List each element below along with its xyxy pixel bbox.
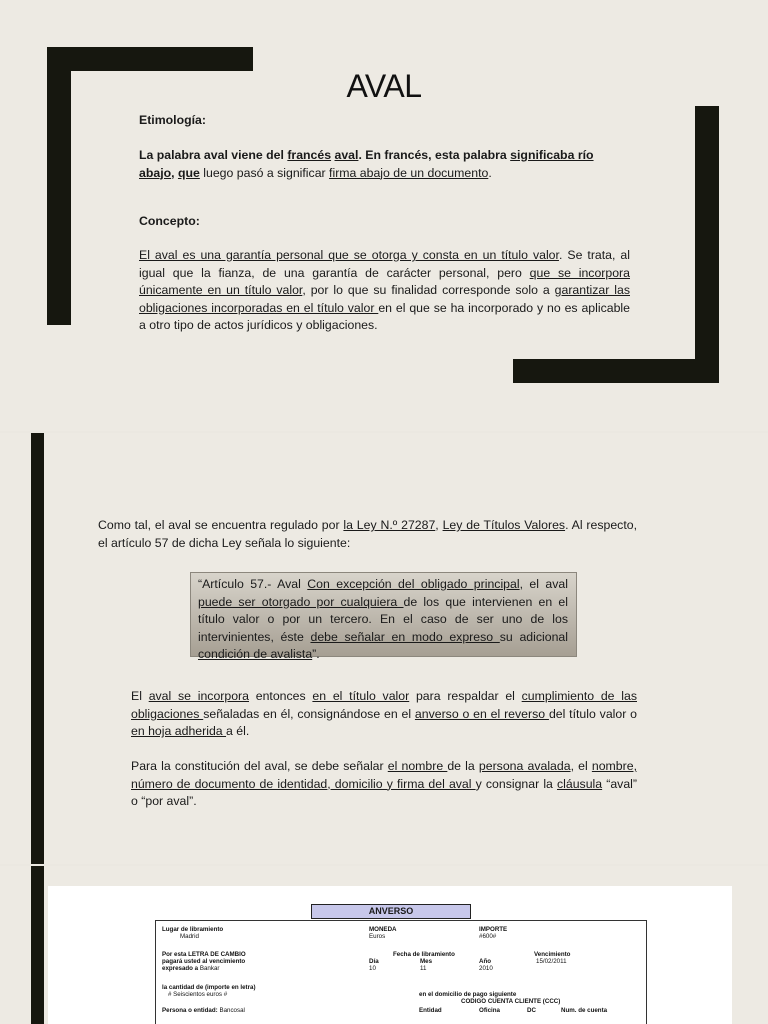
underlined-term: firma abajo de un documento	[329, 165, 489, 180]
underlined-term: anverso o en el reverso	[414, 706, 549, 721]
text-run: Como tal, el aval se encuentra regulado por	[98, 518, 344, 532]
underlined-term: garantizar las obligaciones incorporadas en el título valor	[139, 283, 630, 315]
text-run: entonces	[249, 689, 313, 703]
entidad-label: Entidad	[419, 1007, 442, 1014]
lugar-label: Lugar de libramiento	[162, 926, 224, 933]
etymology-heading: Etimología:	[139, 113, 206, 127]
underlined-term: Ley de Títulos Valores	[442, 518, 566, 532]
article-57-quote	[190, 572, 577, 661]
etymology-text	[139, 147, 630, 182]
constitution-paragraph	[131, 758, 637, 811]
text-run: de la	[447, 759, 479, 773]
text-run: y consignar la	[475, 776, 557, 791]
concept-text	[139, 247, 630, 335]
persona-value: Bancosal	[219, 1007, 245, 1014]
vencimiento-label: Vencimiento	[534, 951, 571, 958]
cuenta-label: Num. de cuenta	[561, 1007, 608, 1014]
underlined-term: que	[177, 165, 200, 180]
underlined-term: aval se incorpora	[148, 689, 249, 703]
text-run: “aval” o “por aval”.	[131, 776, 637, 808]
text-run: El	[131, 689, 149, 703]
text-run: ,	[171, 165, 178, 180]
fecha-label: Fecha de libramiento	[393, 951, 455, 958]
text-run: para respaldar el	[409, 689, 522, 703]
dia-label: Día	[369, 958, 379, 965]
text-run: La palabra aval viene del	[139, 148, 288, 162]
underlined-term: El aval es una garantía personal que se otorga y consta en un título valor	[139, 248, 559, 262]
frame-bar-right	[695, 106, 719, 383]
underlined-term: persona avalada	[478, 759, 571, 773]
underlined-term: en el título valor	[312, 689, 410, 703]
underlined-term: la Ley N.º 27287	[343, 518, 436, 532]
importe-value: #600#	[479, 933, 497, 940]
slide-title: AVAL	[346, 68, 422, 104]
underlined-term: francés	[287, 148, 332, 162]
underlined-term: Con excepción del obligado principal	[307, 577, 520, 591]
underlined-term: que se incorpora únicamente en un título valor	[139, 265, 630, 297]
text-run: su adicional	[499, 629, 568, 644]
cantidad-label: la cantidad de (importe en letra)	[162, 984, 256, 991]
underlined-term: debe señalar en modo expreso	[310, 629, 500, 644]
text-run: , por lo que su finalidad corresponde solo a	[302, 283, 555, 297]
anio-value: 2010	[479, 965, 493, 972]
mes-value: 11	[420, 965, 427, 972]
text-run: “Artículo 57.- Aval	[198, 577, 308, 591]
text-run: luego pasó a significar	[199, 165, 330, 180]
text-run: . Se trata, al igual que la fianza, de una garantía de carácter personal, pero	[139, 248, 630, 280]
text-run: a él.	[226, 724, 250, 738]
incorporation-paragraph	[131, 688, 637, 741]
underlined-term: nombre, número de documento de identidad, domicilio y firma del aval	[131, 759, 637, 791]
left-accent-bar	[31, 433, 44, 864]
underlined-term: cláusula	[557, 776, 603, 791]
dia-value: 10	[369, 965, 376, 972]
underlined-term: condición de avalista	[198, 647, 313, 661]
left-accent-bar	[31, 866, 44, 1024]
bill-form	[155, 920, 647, 1024]
frame-bar-bottom-right	[513, 359, 719, 383]
moneda-value: Euros	[369, 933, 386, 940]
text-run: . En francés, esta palabra	[358, 148, 511, 162]
importe-label: IMPORTE	[479, 926, 508, 933]
beneficiary-value: Bankar	[199, 965, 220, 972]
text-run: Para la constitución del aval, se debe señalar	[131, 759, 388, 773]
intro-paragraph	[98, 517, 637, 552]
text-run: , el aval	[519, 577, 568, 591]
concept-heading: Concepto:	[139, 214, 200, 228]
anio-label: Año	[479, 958, 492, 965]
slide-aval-definition	[0, 0, 768, 431]
underlined-term: el nombre	[387, 759, 448, 773]
underlined-term: cumplimiento de las obligaciones	[131, 689, 637, 721]
text-run: .	[488, 165, 492, 180]
underlined-term: en hoja adherida	[131, 724, 227, 738]
ccc-label: CODIGO CUENTA CLIENTE (CCC)	[461, 998, 561, 1005]
domicilio-label: en el domicilio de pago siguiente	[419, 991, 517, 998]
text-run: del título valor o	[548, 706, 637, 721]
text-run: ,	[435, 518, 443, 532]
letra-line-1: Por esta LETRA DE CAMBIO	[162, 951, 246, 958]
mes-label: Mes	[420, 958, 433, 965]
text-run: de los que intervienen en el título valor o por un tercero. En el caso de ser uno de los intervinientes, éste	[198, 594, 569, 644]
letra-line-3: expresado a	[162, 965, 199, 972]
slide-bill-of-exchange	[0, 866, 768, 1024]
lugar-value: Madrid	[180, 933, 199, 940]
slide-legal-regulation	[0, 433, 768, 864]
dc-label: DC	[527, 1007, 536, 1014]
bill-of-exchange-image	[48, 886, 732, 1024]
anverso-header: ANVERSO	[311, 904, 471, 919]
etymology-section	[139, 112, 630, 130]
moneda-label: MONEDA	[369, 926, 397, 933]
persona-label: Persona o entidad:	[162, 1007, 218, 1014]
underlined-term: puede ser otorgado por cualquiera	[198, 594, 404, 609]
underlined-term: aval	[334, 148, 359, 162]
text-run: señaladas en él, consignándose en el	[203, 706, 415, 721]
oficina-label: Oficina	[479, 1007, 500, 1014]
cantidad-value: # Seiscientos euros #	[168, 991, 228, 998]
text-run: , el	[570, 759, 592, 773]
text-run: . Al respecto, el artículo 57 de dicha Ley señala lo siguiente:	[98, 518, 637, 550]
text-run: ”.	[312, 647, 320, 661]
letra-line-2: pagará usted al vencimiento	[162, 958, 246, 965]
vencimiento-value: 15/02/2011	[536, 958, 567, 965]
text-run: en el que se ha incorporado y no es aplicable a otro tipo de actos jurídicos y obligaciones.	[139, 300, 630, 332]
concept-section	[139, 213, 630, 231]
underlined-term: significaba río abajo	[139, 148, 594, 180]
